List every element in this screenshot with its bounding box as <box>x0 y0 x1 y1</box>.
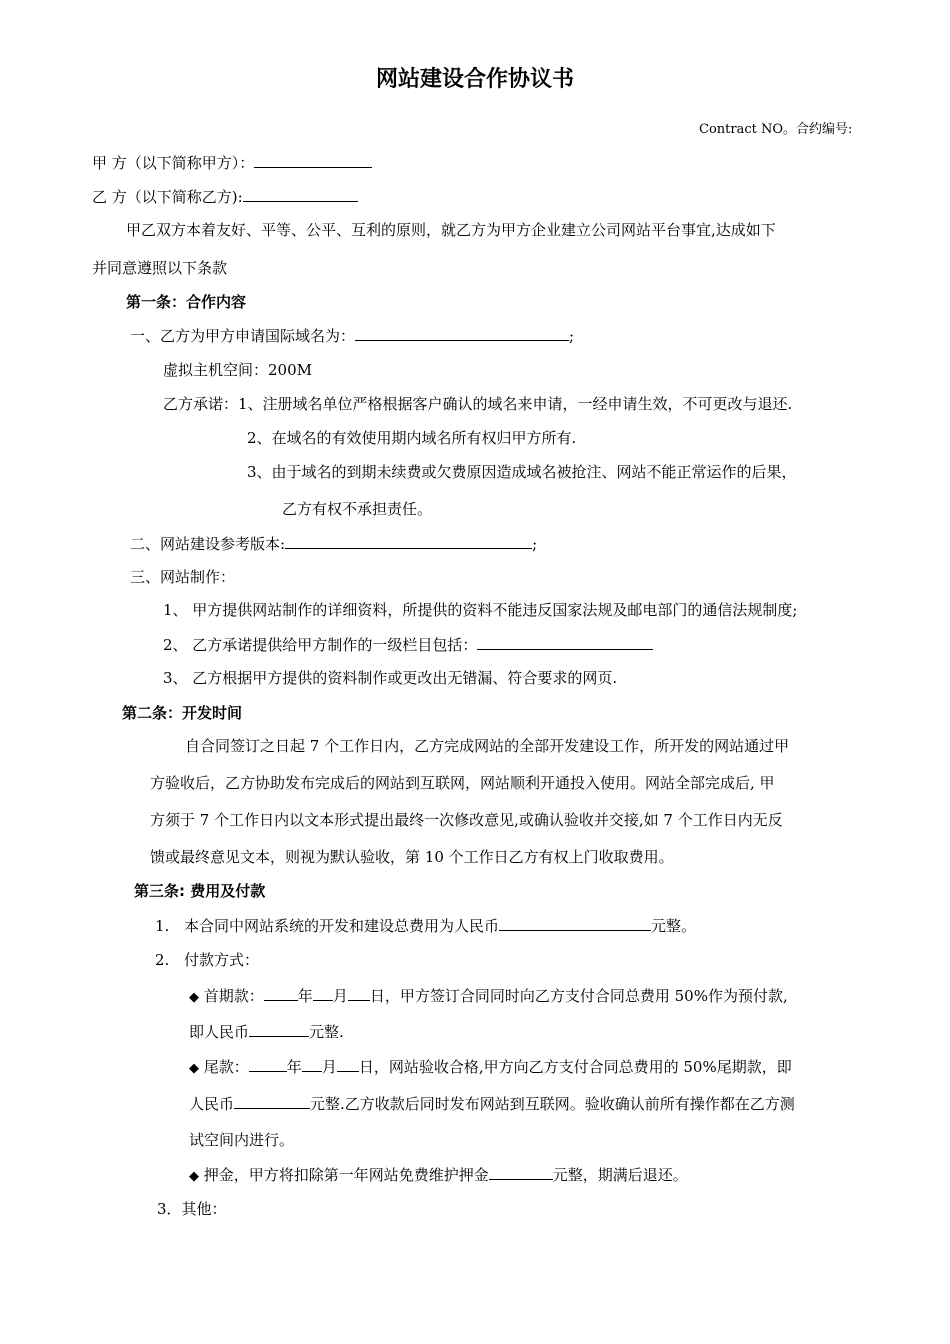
deposit-line <box>189 1164 688 1187</box>
fee-item-2-number: 2. <box>155 951 170 969</box>
final-payment-line-3: 试空间内进行。 <box>189 1131 295 1149</box>
domain-end: ; <box>569 327 575 345</box>
fee-item-1-number: 1. <box>155 917 170 935</box>
promise-3-continued: 乙方有权不承担责任。 <box>282 500 433 518</box>
first-amount-label: 即人民币 <box>189 1023 250 1041</box>
party-b-line <box>92 186 358 207</box>
first-payment-line-2 <box>189 1021 344 1042</box>
hosting-line: 虚拟主机空间：200M <box>163 361 312 379</box>
article-2-line-1: 自合同签订之日起 7 个工作日内，乙方完成网站的全部开发建设工作，所开发的网站通过甲 <box>185 737 790 755</box>
final-year-blank <box>249 1056 287 1072</box>
day-label: 日 <box>369 987 385 1005</box>
first-amount-blank <box>249 1021 309 1037</box>
first-amount-end: 元整. <box>309 1023 344 1041</box>
final-amount-label: 人民币 <box>189 1095 235 1113</box>
party-a-blank <box>254 152 372 168</box>
year-label: 年 <box>297 987 313 1005</box>
reference-version-blank <box>285 533 532 549</box>
first-year-blank <box>264 985 298 1001</box>
making-item-2: 2、 乙方承诺提供给甲方制作的一级栏目包括： <box>163 636 478 654</box>
final-amount-blank <box>234 1093 310 1109</box>
promise-1: 乙方承诺：1、注册域名单位严格根据客户确认的域名来申请，一经申请生效，不可更改与退还. <box>163 395 793 413</box>
intro-line-2: 并同意遵照以下条款 <box>92 259 228 277</box>
reference-version-line <box>130 533 537 554</box>
columns-blank <box>477 634 653 650</box>
first-day-blank <box>348 985 370 1001</box>
first-month-blank <box>313 985 333 1001</box>
fee-item-3-other: 3．其他： <box>157 1200 227 1218</box>
final-payment-text: ，网站验收合格,甲方向乙方支付合同总费用的 50%尾期款，即 <box>373 1058 792 1076</box>
document-title: 网站建设合作协议书 <box>375 67 574 92</box>
payment-method-label: 付款方式： <box>184 951 260 969</box>
making-item-2-line <box>163 634 653 655</box>
domain-blank <box>355 325 569 341</box>
reference-version-end: ; <box>532 535 538 553</box>
party-b-blank <box>243 186 358 202</box>
month-label: 月 <box>332 987 348 1005</box>
article-2-line-2: 方验收后，乙方协助发布完成后的网站到互联网，网站顺利开通投入使用。网站全部完成后, 甲 <box>150 774 775 792</box>
article-3-heading: 第三条: 费用及付款 <box>134 882 266 900</box>
party-b-label: 乙 方（以下简称乙方): <box>92 188 243 206</box>
website-making-label: 三、网站制作： <box>130 568 236 586</box>
final-payment-label: 尾款： <box>203 1058 249 1076</box>
fee-item-1 <box>155 915 696 936</box>
first-payment-text: ，甲方签订合同同时向乙方支付合同总费用 50%作为预付款, <box>384 987 788 1005</box>
final-day-blank <box>337 1056 359 1072</box>
promise-3: 3、由于域名的到期未续费或欠费原因造成域名被抢注、网站不能正常运作的后果， <box>247 463 797 481</box>
contract-number-label: Contract NO。合约编号: <box>699 122 853 137</box>
month-label: 月 <box>321 1058 337 1076</box>
making-item-3: 3、 乙方根据甲方提供的资料制作或更改出无错漏、符合要求的网页. <box>163 669 618 687</box>
deposit-label: 押金，甲方将扣除第一年网站免费维护押金 <box>203 1166 489 1184</box>
diamond-bullet-icon: ◆ <box>189 1061 199 1076</box>
domain-line <box>130 325 574 346</box>
making-item-1: 1、 甲方提供网站制作的详细资料，所提供的资料不能违反国家法规及邮电部门的通信法规制度; <box>163 601 798 619</box>
article-2-line-4: 馈或最终意见文本，则视为默认验收，第 10 个工作日乙方有权上门收取费用。 <box>150 848 674 866</box>
fee-item-1-end: 元整。 <box>651 917 697 935</box>
diamond-bullet-icon: ◆ <box>189 990 199 1005</box>
year-label: 年 <box>286 1058 302 1076</box>
first-payment-label: 首期款： <box>203 987 264 1005</box>
article-2-line-3: 方须于 7 个工作日内以文本形式提出最终一次修改意见,或确认验收并交接,如 7 个工作日内无反 <box>150 811 783 829</box>
party-a-line <box>92 152 372 173</box>
diamond-bullet-icon: ◆ <box>189 1169 199 1184</box>
article-1-heading: 第一条：合作内容 <box>126 293 247 311</box>
first-payment-line <box>189 985 788 1008</box>
intro-line-1: 甲乙双方本着友好、平等、公平、互利的原则，就乙方为甲方企业建立公司网站平台事宜,达成如下 <box>126 221 776 239</box>
final-month-blank <box>302 1056 322 1072</box>
domain-label: 一、乙方为甲方申请国际域名为： <box>130 327 356 345</box>
promise-2: 2、在域名的有效使用期内域名所有权归甲方所有. <box>247 429 577 447</box>
fee-item-2 <box>155 950 259 970</box>
total-fee-blank <box>499 915 651 931</box>
deposit-end: 元整，期满后退还。 <box>552 1166 688 1184</box>
reference-version-label: 二、网站建设参考版本: <box>130 535 286 553</box>
deposit-blank <box>489 1164 553 1180</box>
article-2-heading: 第二条：开发时间 <box>122 704 243 722</box>
fee-item-1-text: 本合同中网站系统的开发和建设总费用为人民币 <box>184 917 500 935</box>
final-amount-end: 元整.乙方收款后同时发布网站到互联网。验收确认前所有操作都在乙方测 <box>310 1095 795 1113</box>
day-label: 日 <box>358 1058 374 1076</box>
party-a-label: 甲 方（以下简称甲方）： <box>92 154 255 172</box>
final-payment-line-2 <box>189 1093 795 1114</box>
final-payment-line <box>189 1056 792 1079</box>
